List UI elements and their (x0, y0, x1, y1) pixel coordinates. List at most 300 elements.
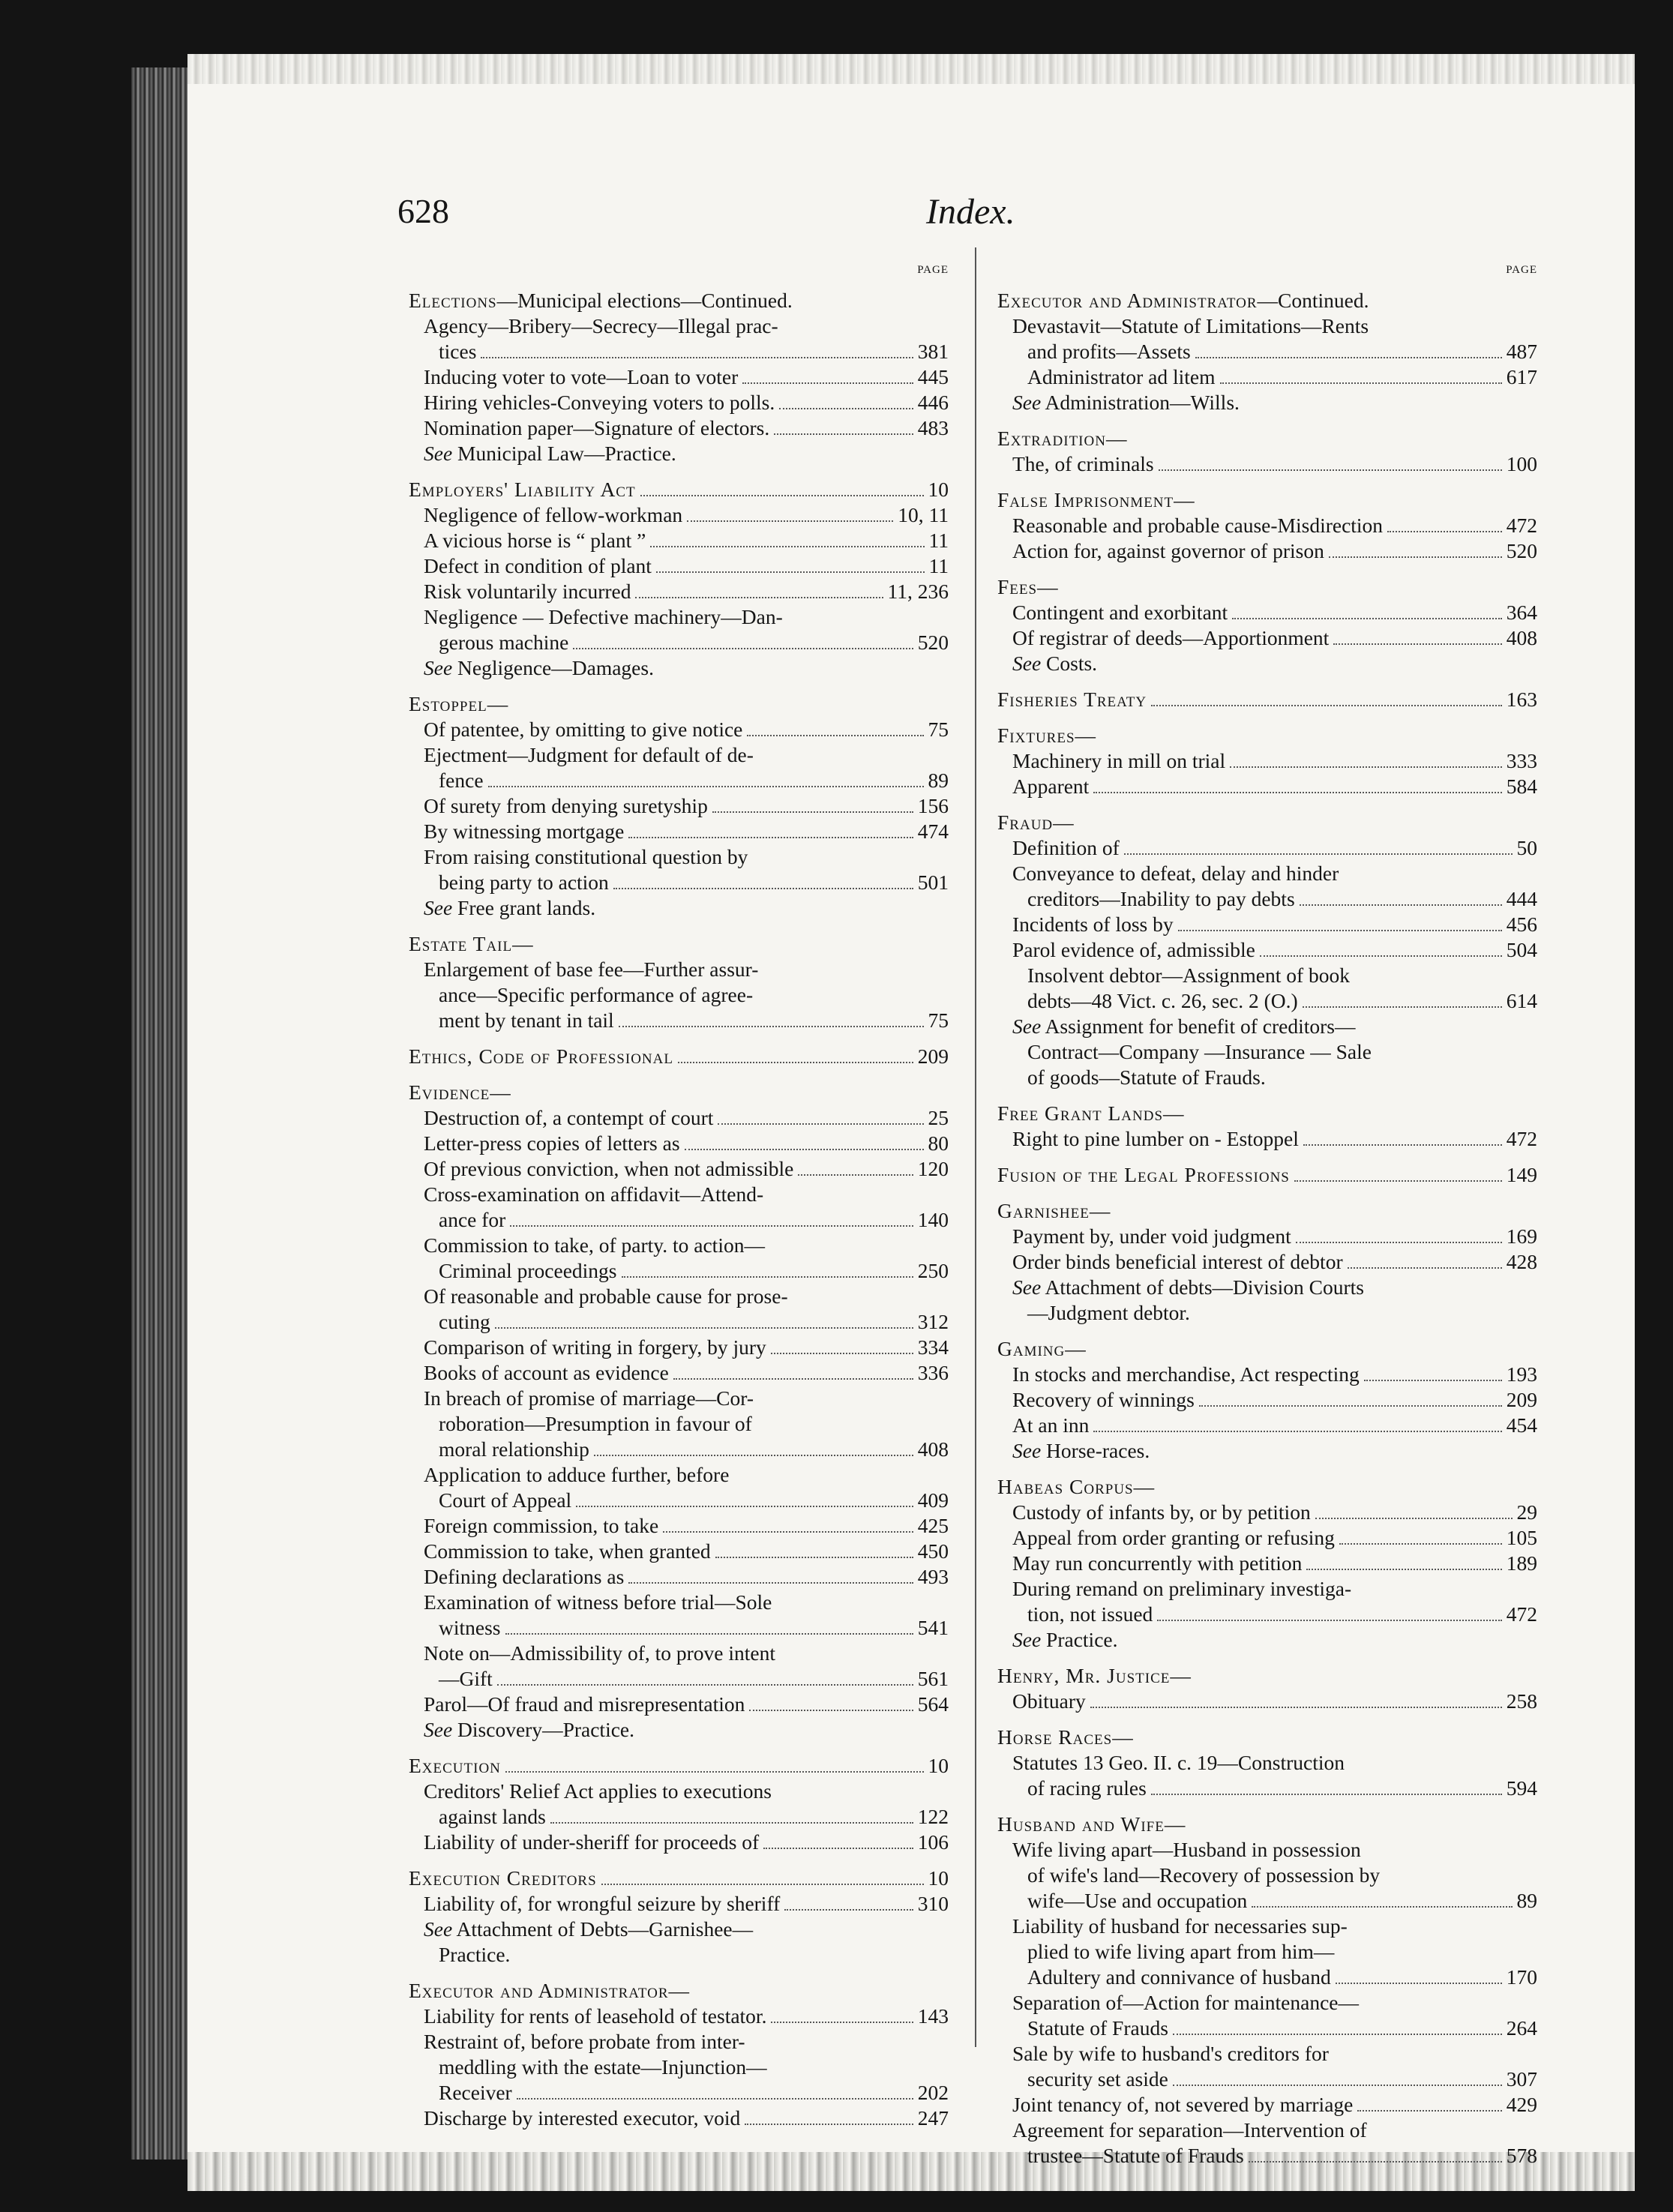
entry-heading (409, 1753, 501, 1779)
subline-text-content: Letter-press copies of letters as (424, 1131, 680, 1155)
entry-heading (409, 1978, 689, 2004)
subline-pages: 120 (917, 1157, 949, 1180)
see-reference-label: See (1012, 652, 1042, 675)
subline-text-content: Practice. (439, 1943, 511, 1966)
entry-heading-continuation: — (487, 692, 508, 715)
subline-text-content: Machinery in mill on trial (1012, 749, 1226, 772)
index-entry (409, 691, 949, 921)
entry-heading-row (997, 723, 1537, 748)
dot-leader (481, 357, 913, 358)
entry-subline (409, 870, 949, 895)
subline-text (424, 1233, 765, 1258)
entry-subline (409, 313, 949, 339)
subline-text-content: Court of Appeal (439, 1488, 572, 1512)
entry-heading (997, 1725, 1133, 1750)
subline-text-content: Free grant lands. (457, 896, 596, 919)
subline-text-content: At an inn (1012, 1413, 1090, 1437)
subline-pages: 472 (1506, 1602, 1537, 1626)
subline-text (424, 2004, 766, 2029)
page-number: 628 (397, 192, 449, 230)
entry-subline (409, 895, 949, 921)
subline-pages: 428 (1506, 1250, 1537, 1273)
subline-text (424, 502, 682, 528)
entry-subline (997, 1965, 1537, 1990)
subline-text-content: Wife living apart—Husband in possession (1012, 1838, 1361, 1861)
subline-text-content: roboration—Presumption in favour of (439, 1412, 752, 1435)
subline-text (439, 1207, 505, 1233)
dot-leader (1173, 2085, 1502, 2086)
subline-text-content: Administration—Wills. (1045, 391, 1240, 414)
entry-heading-continuation: — (1105, 427, 1127, 450)
subline-pages: 80 (928, 1131, 949, 1155)
dot-leader (601, 1884, 924, 1885)
entry-subline (997, 2041, 1537, 2067)
subline-text-content: Assignment for benefit of creditors— (1045, 1015, 1356, 1038)
dot-leader (1151, 705, 1502, 706)
subline-text (1027, 364, 1216, 390)
entry-subline (409, 1615, 949, 1641)
subline-pages: 594 (1506, 1776, 1537, 1800)
entry-subline (997, 364, 1537, 390)
subline-text (424, 579, 631, 604)
dot-leader (673, 1378, 913, 1380)
subline-text-content: Practice. (1046, 1628, 1118, 1651)
entry-heading-pages: 163 (1506, 688, 1537, 711)
entry-subline (409, 1233, 949, 1258)
subline-text-content: Statute of Frauds (1027, 2016, 1168, 2040)
subline-pages: 445 (917, 365, 949, 388)
entry-heading-continuation: — (1163, 1102, 1184, 1125)
dot-leader (622, 1276, 913, 1278)
subline-pages: 25 (928, 1106, 949, 1129)
subline-text-content: cuting (439, 1310, 490, 1333)
entry-heading-continuation: — (1037, 575, 1058, 598)
subline-text (424, 1917, 753, 1942)
index-entry (997, 723, 1537, 799)
subline-text (1012, 538, 1324, 564)
entry-heading-pages: 149 (1506, 1163, 1537, 1186)
entry-subline (409, 742, 949, 768)
dot-leader (1339, 1543, 1502, 1545)
dot-leader (718, 1123, 923, 1125)
entry-subline (997, 2118, 1537, 2143)
entry-heading-row (997, 1198, 1537, 1224)
dot-leader (505, 1633, 913, 1635)
dot-leader (640, 495, 924, 496)
dot-leader (1090, 1707, 1502, 1708)
entry-subline (409, 1891, 949, 1917)
entry-subline (997, 774, 1537, 799)
entry-heading-row (997, 1474, 1537, 1500)
subline-text (1027, 1888, 1247, 1914)
entry-heading-row (997, 288, 1537, 313)
subline-text-content: Obituary (1012, 1689, 1086, 1713)
entry-subline (409, 1360, 949, 1386)
subline-pages: 425 (917, 1514, 949, 1537)
see-reference-label: See (424, 656, 453, 679)
right-column (997, 262, 1537, 2169)
see-reference-label: See (424, 896, 453, 919)
subline-text (1027, 2016, 1168, 2041)
subline-text (1012, 748, 1225, 774)
subline-text (424, 793, 708, 819)
dot-leader (663, 1531, 913, 1533)
entry-subline (409, 604, 949, 630)
entry-heading-name: Employers' Liability Act (409, 478, 636, 501)
subline-text-content: During remand on preliminary investiga- (1012, 1577, 1352, 1600)
column-divider (975, 247, 976, 2047)
subline-text-content: Parol—Of fraud and misrepresentation (424, 1692, 745, 1716)
entry-heading (409, 288, 793, 313)
subline-text (1027, 2067, 1168, 2092)
entry-heading-name: Gaming (997, 1337, 1066, 1360)
entry-subline (997, 1500, 1537, 1525)
dot-leader (1300, 904, 1502, 906)
subline-text-content: tices (439, 340, 477, 363)
entry-subline (997, 1525, 1537, 1551)
dot-leader (1333, 643, 1501, 645)
dot-leader (745, 2124, 913, 2125)
subline-pages: 501 (917, 871, 949, 894)
subline-text (1027, 1300, 1190, 1326)
subline-text-content: Joint tenancy of, not severed by marriage (1012, 2093, 1354, 2116)
subline-text (1012, 912, 1174, 937)
dot-leader (1303, 1144, 1502, 1146)
entry-heading-name: Fisheries Treaty (997, 688, 1147, 711)
index-entry (409, 1753, 949, 1855)
entry-heading-name: Executor and Administrator (409, 1979, 669, 2002)
entry-subline (409, 1284, 949, 1309)
entry-heading (997, 574, 1058, 600)
subline-text-content: Commission to take, of party. to action— (424, 1233, 765, 1257)
subline-pages: 89 (1516, 1889, 1537, 1912)
index-entry (997, 1198, 1537, 1326)
entry-subline (409, 2004, 949, 2029)
subline-text-content: ment by tenant in tail (439, 1009, 614, 1032)
index-entry (997, 1812, 1537, 2169)
subline-text (424, 1360, 669, 1386)
subline-text-content: fence (439, 769, 484, 792)
subline-text-content: Criminal proceedings (439, 1259, 617, 1282)
subline-text-content: Horse-races. (1046, 1439, 1150, 1462)
subline-text (1012, 1500, 1311, 1525)
subline-text-content: witness (439, 1616, 501, 1639)
dot-leader (715, 1557, 913, 1558)
entry-subline (409, 1564, 949, 1590)
entry-heading-continuation: — (1089, 1199, 1111, 1222)
entry-subline (409, 1779, 949, 1804)
entry-heading (409, 477, 636, 502)
dot-leader (576, 1506, 913, 1507)
dot-leader (505, 1771, 924, 1773)
subline-text-content: against lands (439, 1805, 546, 1828)
entry-heading-name: Executor and Administrator (997, 289, 1258, 312)
entry-heading (997, 1663, 1191, 1689)
entry-subline (409, 441, 949, 466)
subline-pages: 143 (917, 2004, 949, 2028)
subline-text (439, 1008, 614, 1033)
entry-subline (997, 625, 1537, 651)
subline-text (1012, 1837, 1361, 1863)
subline-text (424, 1590, 772, 1615)
subline-text (424, 364, 738, 390)
subline-text (1012, 835, 1120, 861)
index-entry (409, 1044, 949, 1069)
entry-heading-name: Evidence (409, 1081, 490, 1104)
subline-pages: 333 (1506, 749, 1537, 772)
subline-text-content: From raising constitutional question by (424, 845, 748, 868)
subline-text (1012, 600, 1228, 625)
subline-pages: 193 (1506, 1362, 1537, 1386)
entry-subline (409, 1207, 949, 1233)
entry-subline (409, 1692, 949, 1717)
entry-subline (409, 1488, 949, 1513)
entry-subline (409, 1131, 949, 1156)
subline-pages: 617 (1506, 365, 1537, 388)
entry-subline (409, 957, 949, 982)
subline-text (1012, 1362, 1360, 1387)
dot-leader (712, 811, 913, 813)
entry-subline (409, 579, 949, 604)
entry-subline (409, 1437, 949, 1462)
entry-subline (409, 1917, 949, 1942)
entry-subline (997, 1990, 1537, 2016)
subline-text (424, 390, 775, 415)
subline-text-content: Of patentee, by omitting to give notice (424, 718, 743, 741)
subline-text-content: Risk voluntarily incurred (424, 580, 631, 603)
entry-subline (997, 1602, 1537, 1627)
subline-text (424, 1641, 775, 1666)
subline-text-content: Hiring vehicles-Conveying voters to polls. (424, 391, 775, 414)
subline-text-content: tion, not issued (1027, 1602, 1153, 1626)
subline-text-content: Custody of infants by, or by petition (1012, 1500, 1311, 1524)
subline-text-content: Commission to take, when granted (424, 1539, 711, 1563)
entry-heading (997, 1101, 1184, 1126)
subline-text (439, 1258, 617, 1284)
subline-text-content: In stocks and merchandise, Act respecting (1012, 1362, 1360, 1386)
entry-heading-continuation: — (668, 1979, 690, 2002)
entry-subline (997, 1551, 1537, 1576)
subline-text-content: By witnessing mortgage (424, 820, 625, 843)
subline-text-content: trustee—Statute of Frauds (1027, 2144, 1244, 2167)
subline-text (424, 2029, 745, 2055)
subline-text (424, 1105, 713, 1131)
entry-subline (409, 2029, 949, 2055)
dot-leader (488, 786, 924, 787)
subline-text-content: Statutes 13 Geo. II. c. 19—Construction (1012, 1751, 1345, 1774)
subline-pages: 11 (928, 554, 949, 577)
entry-heading-continuation: — (1170, 1664, 1191, 1687)
entry-heading-continuation: — (1065, 1337, 1086, 1360)
subline-text-content: Contingent and exorbitant (1012, 601, 1228, 624)
subline-text-content: Negligence of fellow-workman (424, 503, 683, 526)
subline-pages: 169 (1506, 1224, 1537, 1248)
subline-text-content: Adultery and connivance of husband (1027, 1965, 1331, 1989)
dot-leader (1249, 2161, 1502, 2163)
entry-heading-name: Fees (997, 575, 1038, 598)
subline-text (1012, 1990, 1359, 2016)
subline-text-content: Liability of husband for necessaries sup- (1012, 1914, 1348, 1938)
subline-text-content: Comparison of writing in forgery, by jury (424, 1335, 766, 1359)
subline-text (424, 1830, 759, 1855)
subline-pages: 10, 11 (898, 503, 949, 526)
subline-pages: 444 (1506, 887, 1537, 910)
subline-text (424, 415, 769, 441)
subline-pages: 29 (1516, 1500, 1537, 1524)
entry-heading (997, 1812, 1185, 1837)
entry-heading-row (409, 1080, 949, 1105)
subline-text-content: Attachment of debts—Division Courts (1045, 1275, 1364, 1299)
dot-leader (774, 433, 913, 435)
entry-subline (997, 963, 1537, 988)
entry-subline (409, 390, 949, 415)
entry-heading-continuation: — (490, 1081, 511, 1104)
subline-text-content: Discovery—Practice. (457, 1718, 634, 1741)
subline-text (424, 1156, 793, 1182)
entry-heading-name: False Imprisonment (997, 488, 1174, 511)
dot-leader (1306, 1569, 1501, 1570)
entry-subline (409, 1942, 949, 1968)
entry-subline (997, 513, 1537, 538)
subline-pages: 446 (917, 391, 949, 414)
entry-subline (409, 1156, 949, 1182)
entry-subline (997, 1275, 1537, 1300)
dot-leader (771, 2022, 913, 2023)
dot-leader (628, 1582, 913, 1584)
entry-subline (997, 2092, 1537, 2118)
index-entry (997, 1336, 1537, 1464)
subline-text (424, 313, 778, 339)
subline-pages: 472 (1506, 514, 1537, 537)
subline-text (424, 957, 758, 982)
entry-heading-row (409, 931, 949, 957)
subline-text-content: Destruction of, a contempt of court (424, 1106, 714, 1129)
entry-subline (409, 1008, 949, 1033)
dot-leader (771, 1353, 913, 1354)
entry-subline (997, 1126, 1537, 1152)
entry-heading-name: Husband and Wife (997, 1812, 1165, 1836)
subline-pages: 504 (1506, 938, 1537, 961)
entry-heading-pages: 10 (928, 1866, 949, 1890)
subline-text (1027, 1863, 1380, 1888)
subline-text (424, 655, 654, 681)
entry-heading-row (997, 687, 1537, 712)
subline-text-content: Incidents of loss by (1012, 913, 1174, 936)
subline-pages: 334 (917, 1335, 949, 1359)
entry-subline (997, 1750, 1537, 1776)
subline-text-content: Sale by wife to husband's creditors for (1012, 2042, 1329, 2065)
dot-leader (1387, 531, 1502, 532)
entry-subline (997, 1627, 1537, 1653)
entry-subline (997, 538, 1537, 564)
subline-text-content: Cross-examination on affidavit—Attend- (424, 1182, 764, 1206)
dot-leader (650, 546, 924, 547)
subline-pages: 454 (1506, 1413, 1537, 1437)
dot-leader (1220, 382, 1502, 384)
subline-pages: 156 (917, 794, 949, 817)
see-reference-label: See (424, 1917, 453, 1941)
subline-text (1012, 1224, 1291, 1249)
dot-leader (1336, 1983, 1502, 1984)
entry-subline (997, 1438, 1537, 1464)
subline-text (424, 604, 783, 630)
entry-heading-row (997, 810, 1537, 835)
entry-heading-name: Fixtures (997, 724, 1075, 747)
subline-pages: 11 (928, 529, 949, 552)
subline-text-content: Agency—Bribery—Secrecy—Illegal prac- (424, 314, 778, 337)
subline-text (424, 1513, 658, 1539)
entry-subline (409, 819, 949, 844)
entry-heading-row (997, 1812, 1537, 1837)
subline-text (424, 742, 754, 768)
subline-text-content: moral relationship (439, 1437, 589, 1461)
dot-leader (550, 1822, 913, 1824)
subline-pages: 472 (1506, 1127, 1537, 1150)
subline-pages: 89 (928, 769, 949, 792)
entry-subline (409, 2055, 949, 2080)
entry-subline (409, 630, 949, 655)
entry-subline (997, 2067, 1537, 2092)
subline-pages: 364 (1506, 601, 1537, 624)
entry-subline (997, 1065, 1537, 1090)
subline-text (439, 768, 484, 793)
subline-text (1027, 1065, 1266, 1090)
entry-subline (997, 835, 1537, 861)
entry-subline (409, 2080, 949, 2106)
entry-subline (997, 1224, 1537, 1249)
subline-text-content: Action for, against governor of prison (1012, 539, 1324, 562)
subline-text-content: The, of criminals (1012, 452, 1154, 475)
subline-pages: 584 (1506, 775, 1537, 798)
entry-subline (409, 1666, 949, 1692)
subline-text-content: Of registrar of deeds—Apportionment (1012, 626, 1330, 649)
subline-text (1027, 988, 1298, 1014)
index-entry (409, 1866, 949, 1968)
subline-pages: 11, 236 (887, 580, 949, 603)
entry-heading-row (997, 574, 1537, 600)
subline-text-content: Of reasonable and probable cause for prose- (424, 1284, 788, 1308)
entry-subline (997, 390, 1537, 415)
subline-text-content: ance—Specific performance of agree- (439, 983, 754, 1006)
subline-text-content: Definition of (1012, 836, 1120, 859)
entry-heading-continuation: — (1075, 724, 1096, 747)
subline-text (439, 339, 476, 364)
entry-heading-continuation: — (1174, 488, 1195, 511)
subline-text-content: Defect in condition of plant (424, 554, 652, 577)
subline-text (1027, 963, 1350, 988)
dot-leader (619, 1026, 924, 1027)
subline-text-content: Of surety from denying suretyship (424, 794, 708, 817)
dot-leader (628, 837, 913, 838)
entry-subline (409, 553, 949, 579)
subline-text (439, 1488, 571, 1513)
entry-subline (409, 1641, 949, 1666)
page-column-header: PAGE (1506, 264, 1537, 276)
subline-text (424, 1692, 745, 1717)
dot-leader (1357, 2110, 1501, 2112)
subline-text-content: Liability of, for wrongful seizure by sheriff (424, 1892, 781, 1915)
subline-pages: 520 (917, 631, 949, 654)
subline-pages: 312 (917, 1310, 949, 1333)
entry-subline (997, 451, 1537, 477)
entry-heading (997, 288, 1369, 313)
entry-subline (409, 415, 949, 441)
entry-heading-name: Execution (409, 1754, 501, 1777)
entry-heading (997, 426, 1126, 451)
subline-text-content: Application to adduce further, before (424, 1463, 730, 1486)
subline-text-content: Examination of witness before trial—Sole (424, 1590, 772, 1614)
entry-subline (409, 1258, 949, 1284)
